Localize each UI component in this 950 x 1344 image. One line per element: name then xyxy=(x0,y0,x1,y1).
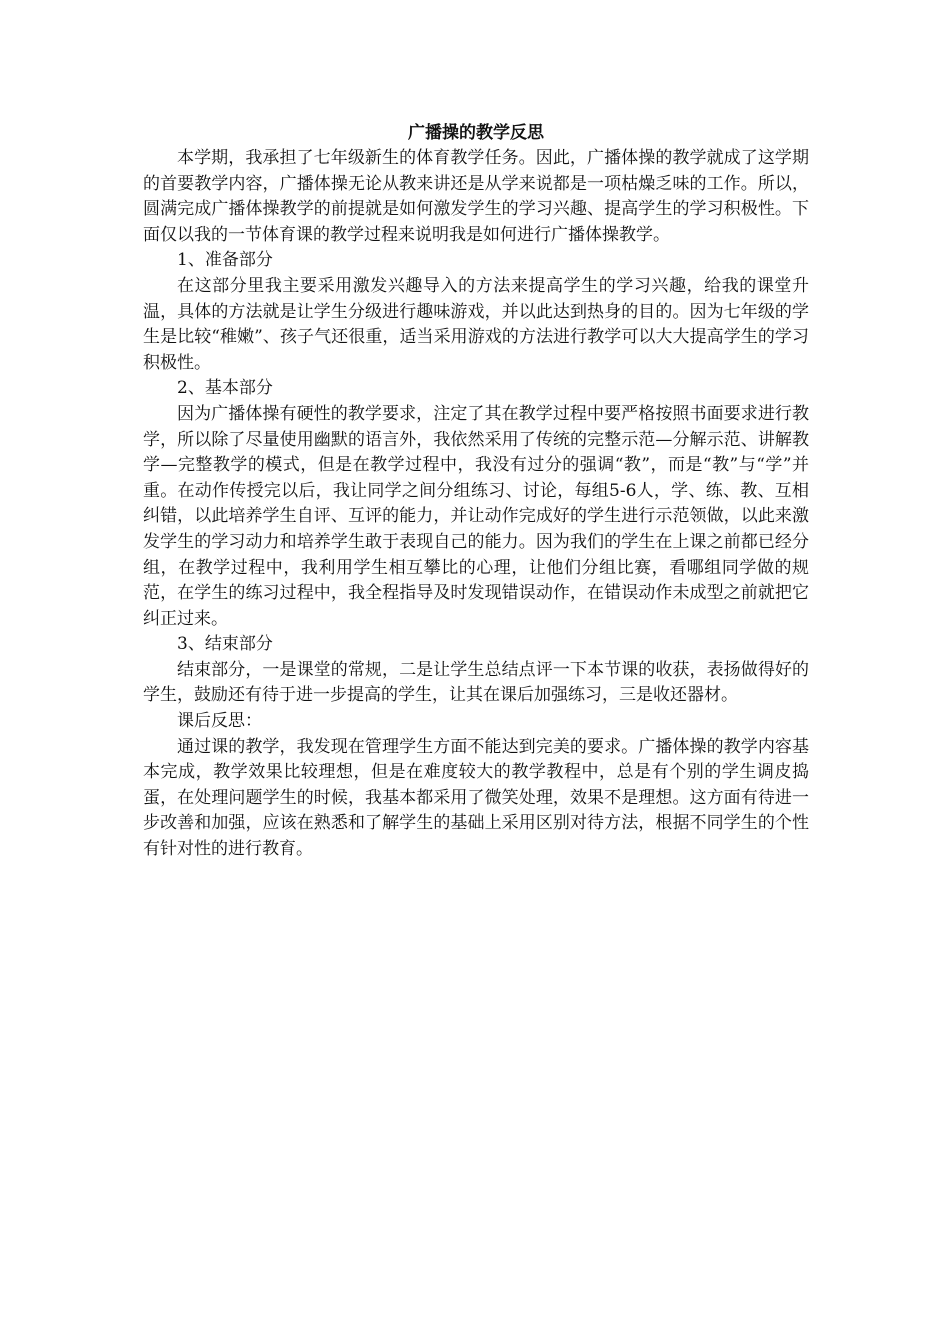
document-title: 广播操的教学反思 xyxy=(408,123,544,143)
reflection-heading: 课后反思： xyxy=(177,711,262,732)
section-heading-preparation: 1、准备部分 xyxy=(177,250,273,271)
section-heading-basic: 2、基本部分 xyxy=(177,378,273,399)
reflection-body: 通过课的教学，我发现在管理学生方面不能达到完美的要求。广播体操的教学内容基本完成，教学效果比较理想，但是在难度较大的教学教程中，总是有个别的学生调皮捣蛋，在处理问题学生的时候，我基本都采用了微笑处理，效果不是理想。这方面有待进一步改善和加强，应该在熟悉和了解学生的基础上采用区别对待方法，根据不同学生的个性有针对性的进行教育。 xyxy=(143,736,809,860)
section-body-ending: 结束部分，一是课堂的常规，二是让学生总结点评一下本节课的收获，表扬做得好的学生，鼓励还有待于进一步提高的学生，让其在课后加强练习，三是收还器材。 xyxy=(143,659,809,706)
section-body-basic: 因为广播体操有硬性的教学要求，注定了其在教学过程中要严格按照书面要求进行教学，所以除了尽量使用幽默的语言外，我依然采用了传统的完整示范—分解示范、讲解教学—完整教学的模式，但是在教学过程中，我没有过分的强调“教”，而是“教”与“学”并重。在动作传授完以后，我让同学之间分组练习、讨论，每组5-6人，学、练、教、互相纠错，以此培养学生自评、互评的能力，并让动作完成好的学生进行示范领做，以此来激发学生的学习动力和培养学生敢于表现自己的能力。因为我们的学生在上课之前都已经分组，在教学过程中，我利用学生相互攀比的心理，让他们分组比赛，看哪组同学做的规范，在学生的练习过程中，我全程指导及时发现错误动作，在错误动作未成型之前就把它纠正过来。 xyxy=(143,403,809,629)
section-heading-ending: 3、结束部分 xyxy=(177,634,273,655)
document-body xyxy=(143,120,809,863)
intro-paragraph: 本学期，我承担了七年级新生的体育教学任务。因此，广播体操的教学就成了这学期的首要教学内容，广播体操无论从教来讲还是从学来说都是一项枯燥乏味的工作。所以，圆满完成广播体操教学的前提就是如何激发学生的学习兴趣、提高学生的学习积极性。下面仅以我的一节体育课的教学过程来说明我是如何进行广播体操教学。 xyxy=(143,148,809,245)
section-body-preparation: 在这部分里我主要采用激发兴趣导入的方法来提高学生的学习兴趣，给我的课堂升温，具体的方法就是让学生分级进行趣味游戏，并以此达到热身的目的。因为七年级的学生是比较“稚嫩”、孩子气还很重，适当采用游戏的方法进行教学可以大大提高学生的学习积极性。 xyxy=(143,275,809,373)
